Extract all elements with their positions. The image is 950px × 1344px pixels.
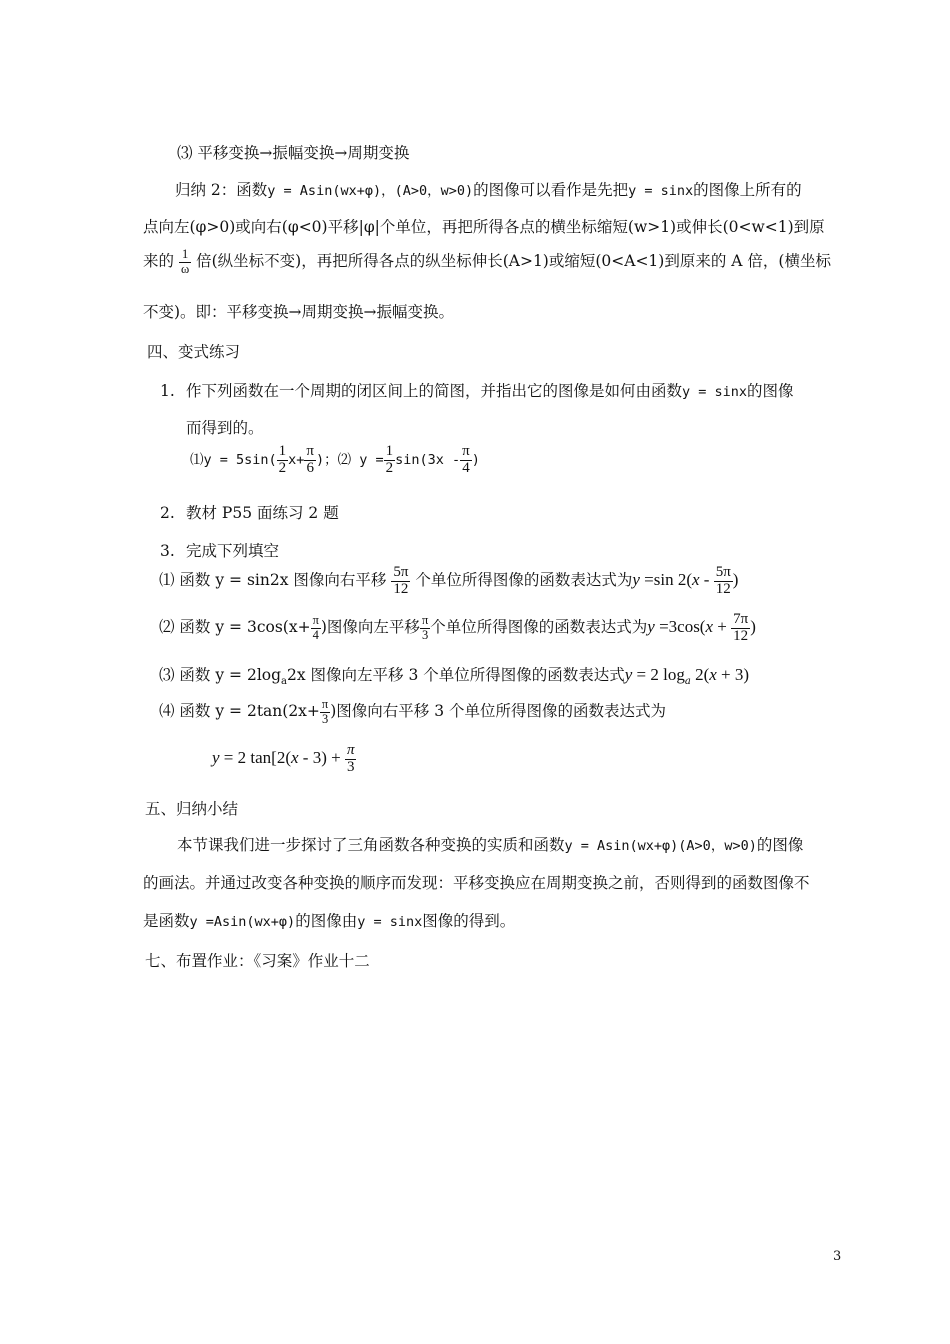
answer: = 2 tan[2( [219, 748, 291, 767]
exercise-3-text: 完成下列填空 [186, 542, 280, 560]
formula: y = sinx [357, 914, 423, 930]
answer: - 3) + [298, 748, 345, 767]
section-7-homework: 七、布置作业：《习案》作业十二 [145, 952, 370, 970]
answer-var: y [632, 570, 640, 589]
exercise-2-text: 教材 P55 面练习 2 题 [186, 504, 339, 522]
text: 个单位所得图像的函数表达式为 [415, 571, 633, 589]
text: 2x 图像向左平移 3 个单位所得图像的函数表达式 [287, 666, 625, 684]
page-number: 3 [833, 1249, 842, 1264]
answer: + 3) [716, 665, 750, 684]
exercise-1-number: 1. [160, 382, 175, 400]
text: )图像向右平移 3 个单位所得图像的函数表达式为 [330, 702, 666, 720]
text: 的图像 [747, 382, 794, 400]
text: ⑵ 函数 y = 3cos(x+ [159, 618, 311, 636]
formula: y =Asin(wx+φ) [189, 914, 296, 930]
answer: ) [750, 617, 756, 636]
fraction: $\frac{7\pi}{12}$ [733, 610, 749, 644]
text: 的图像 [756, 836, 804, 854]
text: 的图像由 [295, 912, 358, 930]
step-order-3: ⑶ 平移变换→振幅变换→周期变换 [177, 144, 410, 162]
answer: 2( [690, 665, 710, 684]
summary-2-line-4: 不变)。即：平移变换→周期变换→振幅变换。 [143, 303, 455, 321]
text: 倍(纵坐标不变)，再把所得各点的纵坐标伸长(A>1)或缩短(0<A<1)到原来的 A 倍，(横坐标 [196, 252, 831, 270]
text: ⑶ 函数 y = 2log [159, 666, 282, 684]
exercise-1-line-1 [186, 384, 794, 400]
answer: + [713, 617, 732, 636]
log-base: a [684, 676, 691, 687]
answer-var: y [624, 665, 633, 684]
fraction: $\frac{\pi}{4}$ [462, 442, 470, 476]
text: 个单位所得图像的函数表达式为 [430, 618, 648, 636]
fill-blank-2 [159, 608, 756, 646]
fraction: $\frac{1}{\omega}$ [180, 247, 190, 276]
log-base: a [281, 676, 287, 687]
answer-var: y [647, 617, 655, 636]
text: 的图像可以看作是先把 [473, 181, 629, 199]
answer-var: x [705, 617, 714, 636]
summary-line-2: 的画法。并通过改变各种变换的顺序而发现：平移变换应在周期变换之前，否则得到的函数图像不 [143, 874, 810, 892]
fraction: $\frac{1}{2}$ [385, 442, 394, 476]
fraction: $\frac{1}{2}$ [278, 442, 287, 476]
text: sin(3x - [395, 452, 461, 468]
summary-line-3 [143, 914, 515, 930]
fraction: $\frac{\pi}{6}$ [306, 442, 314, 476]
answer-var: y [212, 748, 220, 767]
formula: y = sinx [682, 384, 748, 400]
fill-blank-4-answer [212, 738, 356, 778]
text: 的图像上所有的 [693, 181, 802, 199]
fraction: $\frac{\pi}{3}$ [421, 613, 429, 642]
formula: y = sinx [628, 183, 694, 199]
section-5-heading: 五、归纳小结 [145, 800, 239, 818]
text: ⑴y = 5sin( [190, 452, 277, 468]
answer: =3cos( [654, 617, 706, 636]
exercise-1-functions [190, 441, 480, 479]
fill-blank-1 [159, 561, 738, 599]
fraction: $\frac{\pi}{3}$ [346, 741, 355, 775]
fraction: $\frac{\pi}{3}$ [321, 697, 329, 726]
text: 作下列函数在一个周期的闭区间上的简图，并指出它的图像是如何由函数 [186, 382, 683, 400]
answer-var: x [692, 570, 700, 589]
formula: y = Asin(wx+φ)，(A>0，w>0) [267, 183, 474, 199]
answer: =sin 2( [639, 570, 692, 589]
text: 归纳 2：函数 [175, 181, 268, 199]
answer: ) [732, 570, 739, 589]
fill-blank-3 [159, 666, 749, 687]
text: ⑴ 函数 y = sin2x 图像向右平移 [159, 571, 387, 589]
summary-line-1 [177, 838, 803, 854]
section-4-heading: 四、变式练习 [147, 343, 241, 361]
text: ⑷ 函数 y = 2tan(2x+ [159, 702, 320, 720]
exercise-3-number: 3. [160, 542, 175, 560]
text: 来的 [143, 252, 175, 270]
formula: y = Asin(wx+φ)(A>0，w>0) [564, 838, 757, 854]
text: 本节课我们进一步探讨了三角函数各种变换的实质和函数 [177, 836, 565, 854]
answer-var: x [290, 748, 299, 767]
answer-var: x [709, 665, 717, 684]
summary-2-line-3 [143, 246, 831, 276]
summary-2-line-1 [175, 183, 802, 199]
answer: = 2 log [632, 665, 685, 684]
text: 图像的得到。 [422, 912, 516, 930]
exercise-2-number: 2. [160, 504, 175, 522]
text: 是函数 [143, 912, 190, 930]
exercise-1-line-2: 而得到的。 [186, 419, 264, 437]
fill-blank-4 [159, 692, 666, 730]
fraction: $\frac{\pi}{4}$ [312, 613, 319, 642]
text: ) [471, 452, 480, 468]
text: x+ [288, 452, 305, 468]
fraction: $\frac{5\pi}{12}$ [393, 563, 409, 597]
fraction: $\frac{5\pi}{12}$ [715, 563, 731, 597]
text: )；⑵ y = [316, 452, 384, 468]
summary-2-line-2: 点向左(φ>0)或向右(φ<0)平移|φ|个单位，再把所得各点的横坐标缩短(w>1)或伸长(0<w<1)到原 [143, 218, 825, 236]
answer: - [699, 570, 714, 589]
text: )图像向左平移 [320, 618, 420, 636]
